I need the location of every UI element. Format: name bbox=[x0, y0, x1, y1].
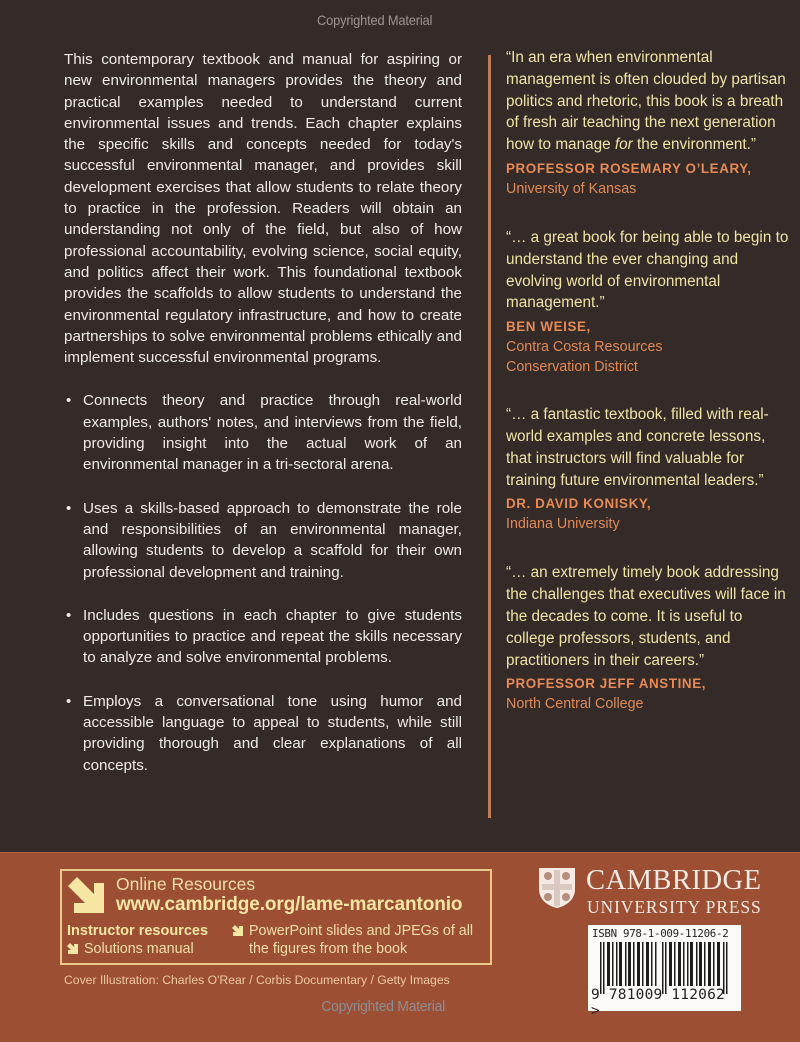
vertical-divider bbox=[488, 55, 491, 818]
feature-bullet: • Connects theory and practice through real-world examples, authors' notes, and interviews from the field, providing insight into the actual work of an environmental manager in a tri-sectoral arena. bbox=[66, 392, 462, 474]
bullet-icon: • bbox=[66, 692, 72, 710]
endorsement bbox=[506, 227, 791, 377]
endorser-name: PROFESSOR ROSEMARY O’LEARY, bbox=[506, 160, 752, 176]
bullet-icon: • bbox=[66, 392, 72, 410]
arrow-down-right-icon bbox=[68, 877, 106, 915]
publisher-logo bbox=[538, 867, 768, 923]
isbn-label: ISBN 978-1-009-11206-2 bbox=[592, 927, 729, 940]
feature-bullet-list bbox=[64, 390, 462, 775]
endorsement-text: “In an era when environmental management is often clouded by partisan politics and rhetoric, this book is a breath of fresh air teaching the next generation how to manage for the environment.” bbox=[506, 49, 786, 154]
arrow-down-right-icon bbox=[67, 943, 78, 954]
publisher-subname: UNIVERSITY PRESS bbox=[587, 897, 762, 917]
cover-illustration-credit: Cover Illustration: Charles O'Rear / Corbis Documentary / Getty Images bbox=[64, 973, 450, 987]
endorser-name: PROFESSOR JEFF ANSTINE, bbox=[506, 676, 707, 692]
endorser-affiliation: University of Kansas bbox=[506, 180, 637, 197]
endorsement-text: “… a fantastic textbook, filled with real-world examples and concrete lessons, that instructors will find valuable for training future environmental leaders.” bbox=[506, 406, 769, 489]
endorsement bbox=[506, 562, 791, 714]
endorsement-text: “… a great book for being able to begin to understand the ever changing and evolving world of environmental management.” bbox=[506, 228, 789, 312]
watermark-top: Copyrighted Material bbox=[317, 12, 433, 28]
endorser-affiliation: North Central College bbox=[506, 696, 644, 713]
instructor-resources-label: Instructor resources bbox=[67, 923, 209, 939]
isbn-barcode bbox=[588, 925, 741, 1019]
endorsement-attribution bbox=[506, 494, 791, 534]
online-resources-title: Online Resources bbox=[116, 874, 256, 894]
book-description bbox=[64, 49, 462, 798]
bullet-icon: • bbox=[66, 499, 72, 517]
feature-bullet: • Includes questions in each chapter to give students opportunities to practice and repeat the skills necessary to analyze and solve environmental problems. bbox=[66, 606, 462, 667]
arrow-down-right-icon bbox=[232, 925, 243, 936]
endorsement bbox=[506, 47, 791, 199]
online-resources-box bbox=[60, 869, 492, 965]
endorsements bbox=[506, 47, 791, 739]
publisher-name: CAMBRIDGE bbox=[586, 865, 762, 896]
barcode-digits: 9 781009 112062 > bbox=[591, 987, 725, 1019]
cambridge-shield-icon bbox=[538, 867, 576, 909]
feature-bullet: • Uses a skills-based approach to demonstrate the role and responsibilities of an environmental manager, allowing students to develop a scaffold for their own professional development and training. bbox=[66, 499, 462, 581]
endorsement-attribution bbox=[506, 317, 791, 377]
endorsement bbox=[506, 404, 791, 534]
endorser-affiliation: Indiana University bbox=[506, 516, 620, 533]
feature-bullet: • Employs a conversational tone using humor and accessible language to appeal to students, while still providing thorough and clear explanations of all concepts. bbox=[66, 692, 462, 774]
endorsement-attribution bbox=[506, 674, 791, 714]
watermark-bottom: Copyrighted Material bbox=[321, 998, 446, 1015]
bullet-icon: • bbox=[66, 606, 72, 624]
resource-item-solutions: Solutions manual bbox=[67, 941, 194, 959]
endorser-name: DR. DAVID KONISKY, bbox=[506, 496, 652, 512]
endorsement-text: “… an extremely timely book addressing the challenges that executives will face in the decades to come. It is useful to college professors, students, and practitioners in their careers.” bbox=[506, 564, 786, 669]
back-cover-lower-panel bbox=[0, 852, 800, 1042]
resources-url-link[interactable]: www.cambridge.org/lame-marcantonio bbox=[116, 894, 463, 915]
resource-item-powerpoint: PowerPoint slides and JPEGs of all the figures from the book bbox=[232, 923, 492, 958]
endorser-name: BEN WEISE, bbox=[506, 319, 591, 335]
endorsement-attribution bbox=[506, 159, 791, 199]
endorser-affiliation: Contra Costa Resources Conservation District bbox=[506, 339, 663, 376]
description-intro: This contemporary textbook and manual for aspiring or new environmental managers provides the theory and practical examples needed to understand current environmental issues and trends. Each chapter explains the specific skills and concepts needed for today's successful environmental manager, and provides skill development exercises that allow students to relate theory to practice in the profession. Readers will obtain an understanding not only of the field, but also of how professional accountability, evolving science, social equity, and politics affect their work. This foundational textbook provides the scaffolds to allow students to understand the environmental regulatory infrastructure, and how to create partnerships to solve environmental problems ethically and implement successful environmental programs. bbox=[64, 51, 462, 367]
